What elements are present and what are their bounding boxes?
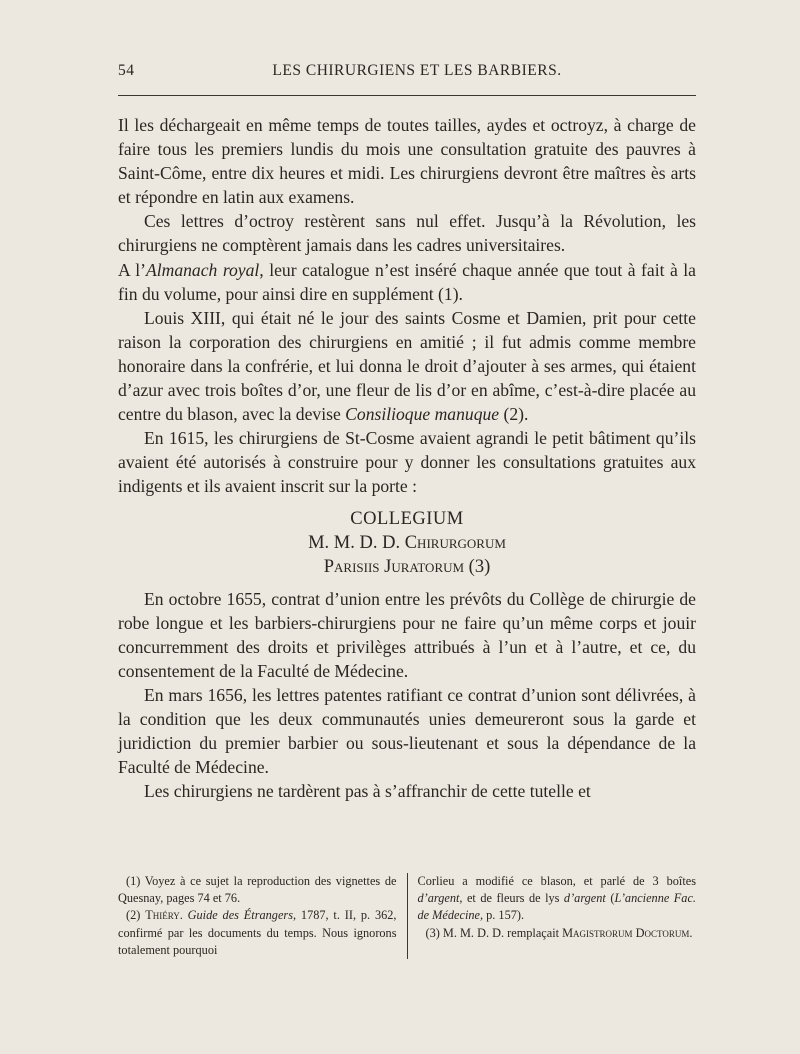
paragraph: Il les déchargeait en même temps de toutes tailles, aydes et octroyz, à charge de faire tous les premiers lundis du mois une consultation gratuite des pauvres à Saint-Côme, entre dix heures et midi. Les chirurgiens devront être maîtres ès arts et répondre en latin aux examens. — [118, 115, 696, 208]
paragraph: Ces lettres d’octroy restèrent sans nul effet. Jusqu’à la Révolution, les chirurgiens ne comptèrent jamais dans les cadres universitaires. — [118, 211, 696, 256]
page-number: 54 — [118, 62, 135, 79]
paragraph: En octobre 1655, contrat d’union entre les prévôts du Collège de chirurgie de robe longue et les barbiers-chirurgiens pour ne faire qu’un même corps et jouir concurremment des droits et privilèges attribués à l’un et à l’autre, et ce, du consentement de la Faculté de Médecine. — [118, 588, 696, 681]
footnote: (1) Voyez à ce sujet la reproduction des vignettes de Quesnay, pages 74 et 76. — [118, 874, 397, 906]
footnote: (3) M. M. D. D. remplaçait Magistrorum Doctorum. — [425, 925, 693, 940]
italic-motto: Consilioque manuque — [345, 404, 500, 425]
footnote-column-left — [118, 873, 408, 959]
inscription-line: Parisiis Juratorum (3) — [323, 556, 491, 577]
footnote-column-right — [408, 873, 697, 959]
inscription-line: M. M. D. D. Chirurgorum — [308, 532, 506, 553]
footnote: (2) Thiéry. Guide des Étrangers, 1787, t. II, p. 362, confirmé par les documents du temps. Nous ignorons totalement pourquoi — [118, 908, 397, 957]
running-title: LES CHIRURGIENS ET LES BARBIERS. — [272, 62, 562, 79]
paragraph: En 1615, les chirurgiens de St-Cosme avaient agrandi le petit bâtiment qu’ils avaient été autorisés à construire pour y donner les consultations gratuites aux indigents et ils avaient inscrit sur la porte : — [118, 428, 696, 497]
inscription — [118, 507, 696, 579]
inscription-line: COLLEGIUM — [350, 508, 464, 529]
footnote-continuation: Corlieu a modifié ce blason, et parlé de 3 boîtes d’argent, et de fleurs de lys d’argent (L’ancienne Fac. de Médecine, p. 157). — [417, 874, 696, 923]
paragraph: Les chirurgiens ne tardèrent pas à s’affranchir de cette tutelle et — [144, 781, 591, 802]
main-text — [118, 113, 696, 803]
italic-title: Almanach royal, — [145, 259, 264, 280]
paragraph: En mars 1656, les lettres patentes ratifiant ce contrat d’union sont délivrées, à la condition que les deux communautés unies demeureront sous la garde et juridiction du premier barbier ou sous-lieutenant et sous la dépendance de la Faculté de Médecine. — [118, 684, 696, 778]
footnotes — [118, 873, 696, 959]
paragraph: A l’Almanach royal, leur catalogue n’est inséré chaque année que tout à fait à la fin du volume, pour ainsi dire en supplément (1). — [118, 259, 696, 304]
header-rule — [118, 95, 696, 96]
paragraph: Louis XIII, qui était né le jour des saints Cosme et Damien, prit pour cette raison la corporation des chirurgiens en amitié ; il fut admis comme membre honoraire dans la confrérie, et lui donna le droit d’ajouter à ses armes, qui étaient d’azur avec trois boîtes d’or, une fleur de lis d’or en abîme, c’est-à-dire placée au centre du blason, avec la devise Consilioque manuque (2). — [118, 307, 696, 425]
running-header — [118, 62, 696, 86]
